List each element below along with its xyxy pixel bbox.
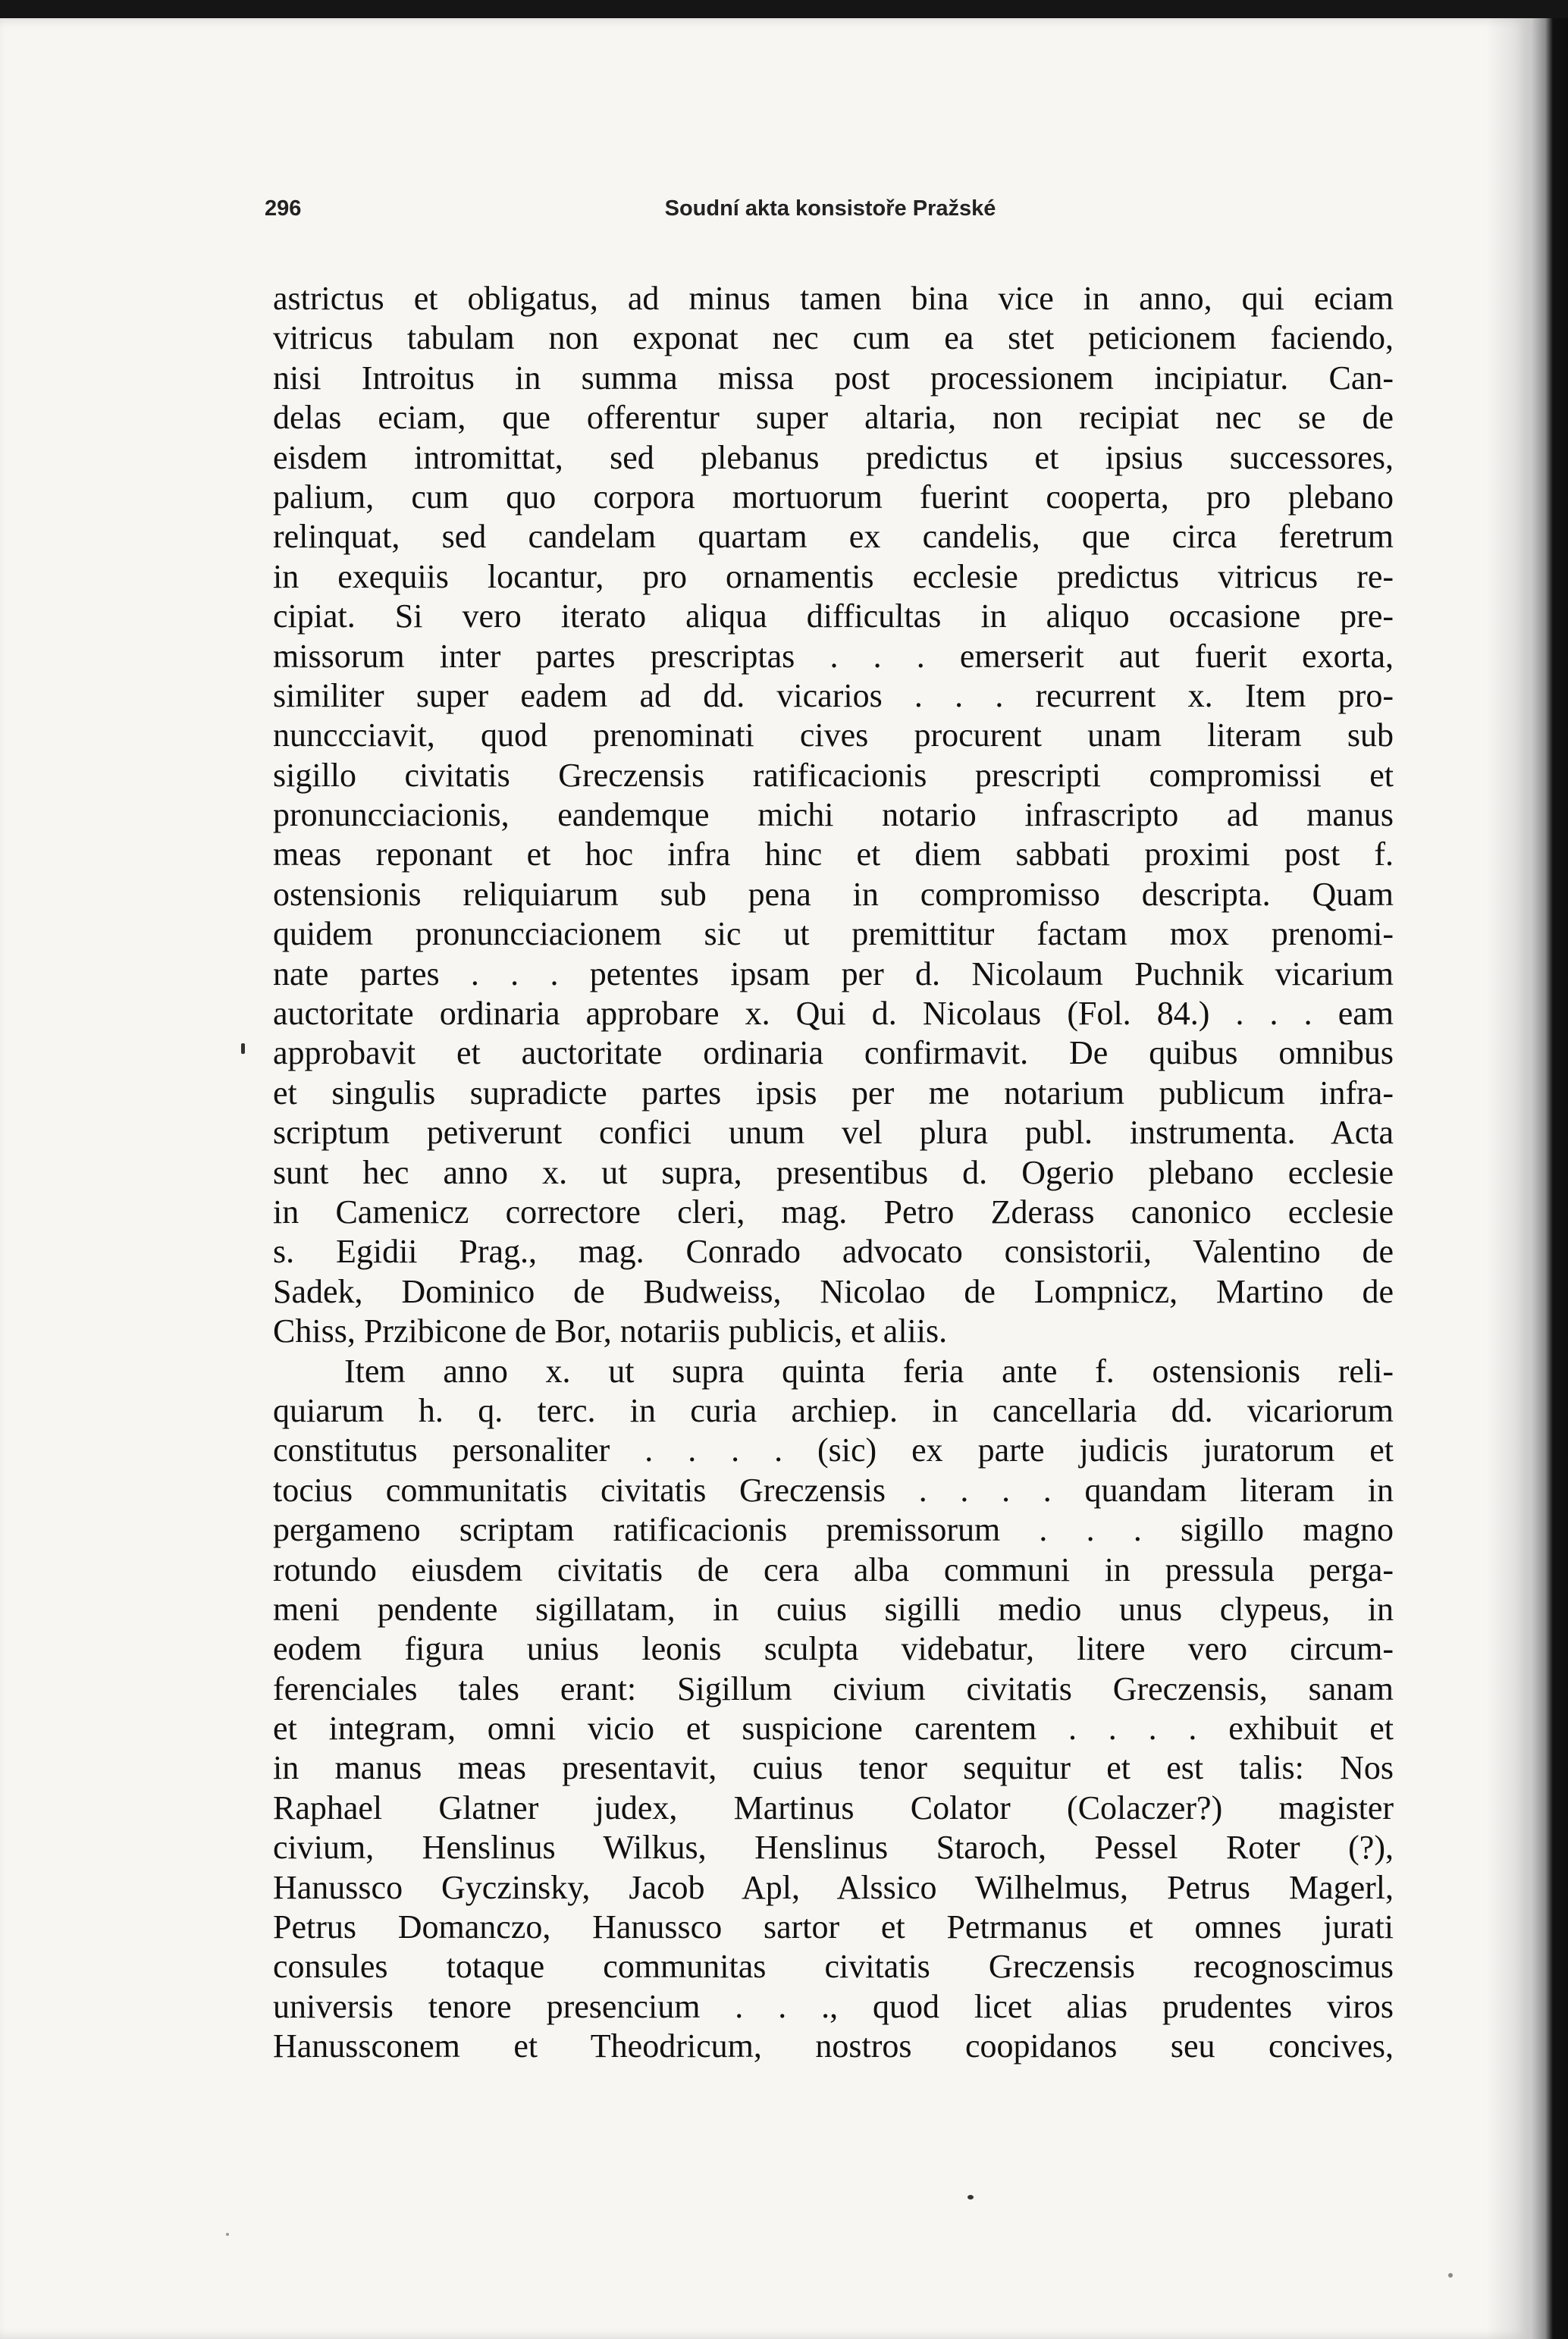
text-line: in exequiis locantur, pro ornamentis ecclesie predictus vitricus re-: [273, 557, 1394, 595]
text-line: scriptum petiverunt confici unum vel plura publ. instrumenta. Acta: [273, 1114, 1394, 1152]
text-line: auctoritate ordinaria approbare x. Qui d. Nicolaus (Fol. 84.) . . . eam: [273, 995, 1394, 1033]
text-line: vitricus tabulam non exponat nec cum ea stet peticionem faciendo,: [273, 319, 1394, 357]
text-line: in manus meas presentavit, cuius tenor sequitur et est talis: Nos: [273, 1749, 1394, 1787]
running-title: Soudní akta konsistoře Pražské: [664, 196, 996, 221]
text-line: Hanussco Gyczinsky, Jacob Apl, Alssico Wilhelmus, Petrus Magerl,: [273, 1868, 1394, 1906]
text-line: et integram, omni vicio et suspicione carentem . . . . exhibuit et: [273, 1710, 1394, 1748]
text-line: rotundo eiusdem civitatis de cera alba communi in pressula perga-: [273, 1550, 1394, 1588]
text-line: relinquat, sed candelam quartam ex candelis, que circa feretrum: [273, 518, 1394, 556]
text-line: sigillo civitatis Greczensis ratificacionis prescripti compromissi et: [273, 756, 1394, 794]
text-line: ferenciales tales erant: Sigillum civium civitatis Greczensis, sanam: [273, 1670, 1394, 1707]
page-edge-shadow: [1486, 18, 1530, 2339]
text-line: in Camenicz correctore cleri, mag. Petro Zderass canonico ecclesie: [273, 1193, 1394, 1231]
body-text: [273, 279, 1394, 2067]
text-line: nisi Introitus in summa missa post processionem incipiatur. Can-: [273, 359, 1394, 397]
text-line: Petrus Domanczo, Hanussco sartor et Petrmanus et omnes jurati: [273, 1908, 1394, 1946]
text-line: approbavit et auctoritate ordinaria confirmavit. De quibus omnibus: [273, 1034, 1394, 1072]
text-line: cipiat. Si vero iterato aliqua difficultas in aliquo occasione pre-: [273, 597, 1394, 635]
scan-speck: [226, 2233, 229, 2236]
text-line: civium, Henslinus Wilkus, Henslinus Staroch, Pessel Roter (?),: [273, 1829, 1394, 1867]
running-head: [265, 196, 1396, 234]
text-line: ostensionis reliquiarum sub pena in compromisso descripta. Quam: [273, 875, 1394, 913]
text-line: et singulis supradicte partes ipsis per me notarium publicum infra-: [273, 1074, 1394, 1111]
text-line: sunt hec anno x. ut supra, presentibus d. Ogerio plebano ecclesie: [273, 1153, 1394, 1191]
text-line: missorum inter partes prescriptas . . . emerserit aut fuerit exorta,: [273, 637, 1394, 675]
scan-speck: [241, 1043, 245, 1054]
text-line: eodem figura unius leonis sculpta videbatur, litere vero circum-: [273, 1630, 1394, 1668]
text-line: meas reponant et hoc infra hinc et diem sabbati proximi post f.: [273, 836, 1394, 873]
paragraph-end-line: Chiss, Przibicone de Bor, notariis publicis, et aliis.: [273, 1312, 948, 1350]
paragraph-start-line: Item anno x. ut supra quinta feria ante f. ostensionis reli-: [344, 1352, 1394, 1390]
text-line: Hanussconem et Theodricum, nostros coopidanos seu concives,: [273, 2027, 1394, 2065]
text-line: pronuncciacionis, eandemque michi notario infrascripto ad manus: [273, 796, 1394, 834]
text-line: pergameno scriptam ratificacionis premissorum . . . sigillo magno: [273, 1511, 1394, 1549]
scan-right-border: [1530, 18, 1568, 2339]
page-number: 296: [265, 196, 302, 221]
text-line: nunccciavit, quod prenominati cives procurent unam literam sub: [273, 716, 1394, 754]
text-line: similiter super eadem ad dd. vicarios . . . recurrent x. Item pro-: [273, 676, 1394, 714]
text-line: universis tenore presencium . . ., quod licet alias prudentes viros: [273, 1987, 1394, 2025]
text-line: astrictus et obligatus, ad minus tamen bina vice in anno, qui eciam: [273, 280, 1394, 317]
text-line: palium, cum quo corpora mortuorum fuerint cooperta, pro plebano: [273, 478, 1394, 516]
text-line: eisdem intromittat, sed plebanus predictus et ipsius successores,: [273, 438, 1394, 476]
text-line: delas eciam, que offerentur super altaria, non recipiat nec se de: [273, 399, 1394, 437]
text-line: meni pendente sigillatam, in cuius sigilli medio unus clypeus, in: [273, 1590, 1394, 1628]
scan-speck: [967, 2195, 974, 2199]
text-line: quidem pronuncciacionem sic ut premittitur factam mox prenomi-: [273, 915, 1394, 953]
text-line: Sadek, Dominico de Budweiss, Nicolao de Lompnicz, Martino de: [273, 1272, 1394, 1310]
text-line: nate partes . . . petentes ipsam per d. Nicolaum Puchnik vicarium: [273, 955, 1394, 992]
text-line: consules totaque communitas civitatis Greczensis recognoscimus: [273, 1948, 1394, 1986]
scan-speck: [1448, 2273, 1453, 2278]
text-line: constitutus personaliter . . . . (sic) ex parte judicis juratorum et: [273, 1431, 1394, 1469]
text-line: s. Egidii Prag., mag. Conrado advocato consistorii, Valentino de: [273, 1233, 1394, 1271]
text-line: tocius communitatis civitatis Greczensis . . . . quandam literam in: [273, 1471, 1394, 1509]
text-line: Raphael Glatner judex, Martinus Colator (Colaczer?) magister: [273, 1789, 1394, 1826]
text-line: quiarum h. q. terc. in curia archiep. in cancellaria dd. vicariorum: [273, 1391, 1394, 1429]
scan-top-border: [0, 0, 1568, 18]
